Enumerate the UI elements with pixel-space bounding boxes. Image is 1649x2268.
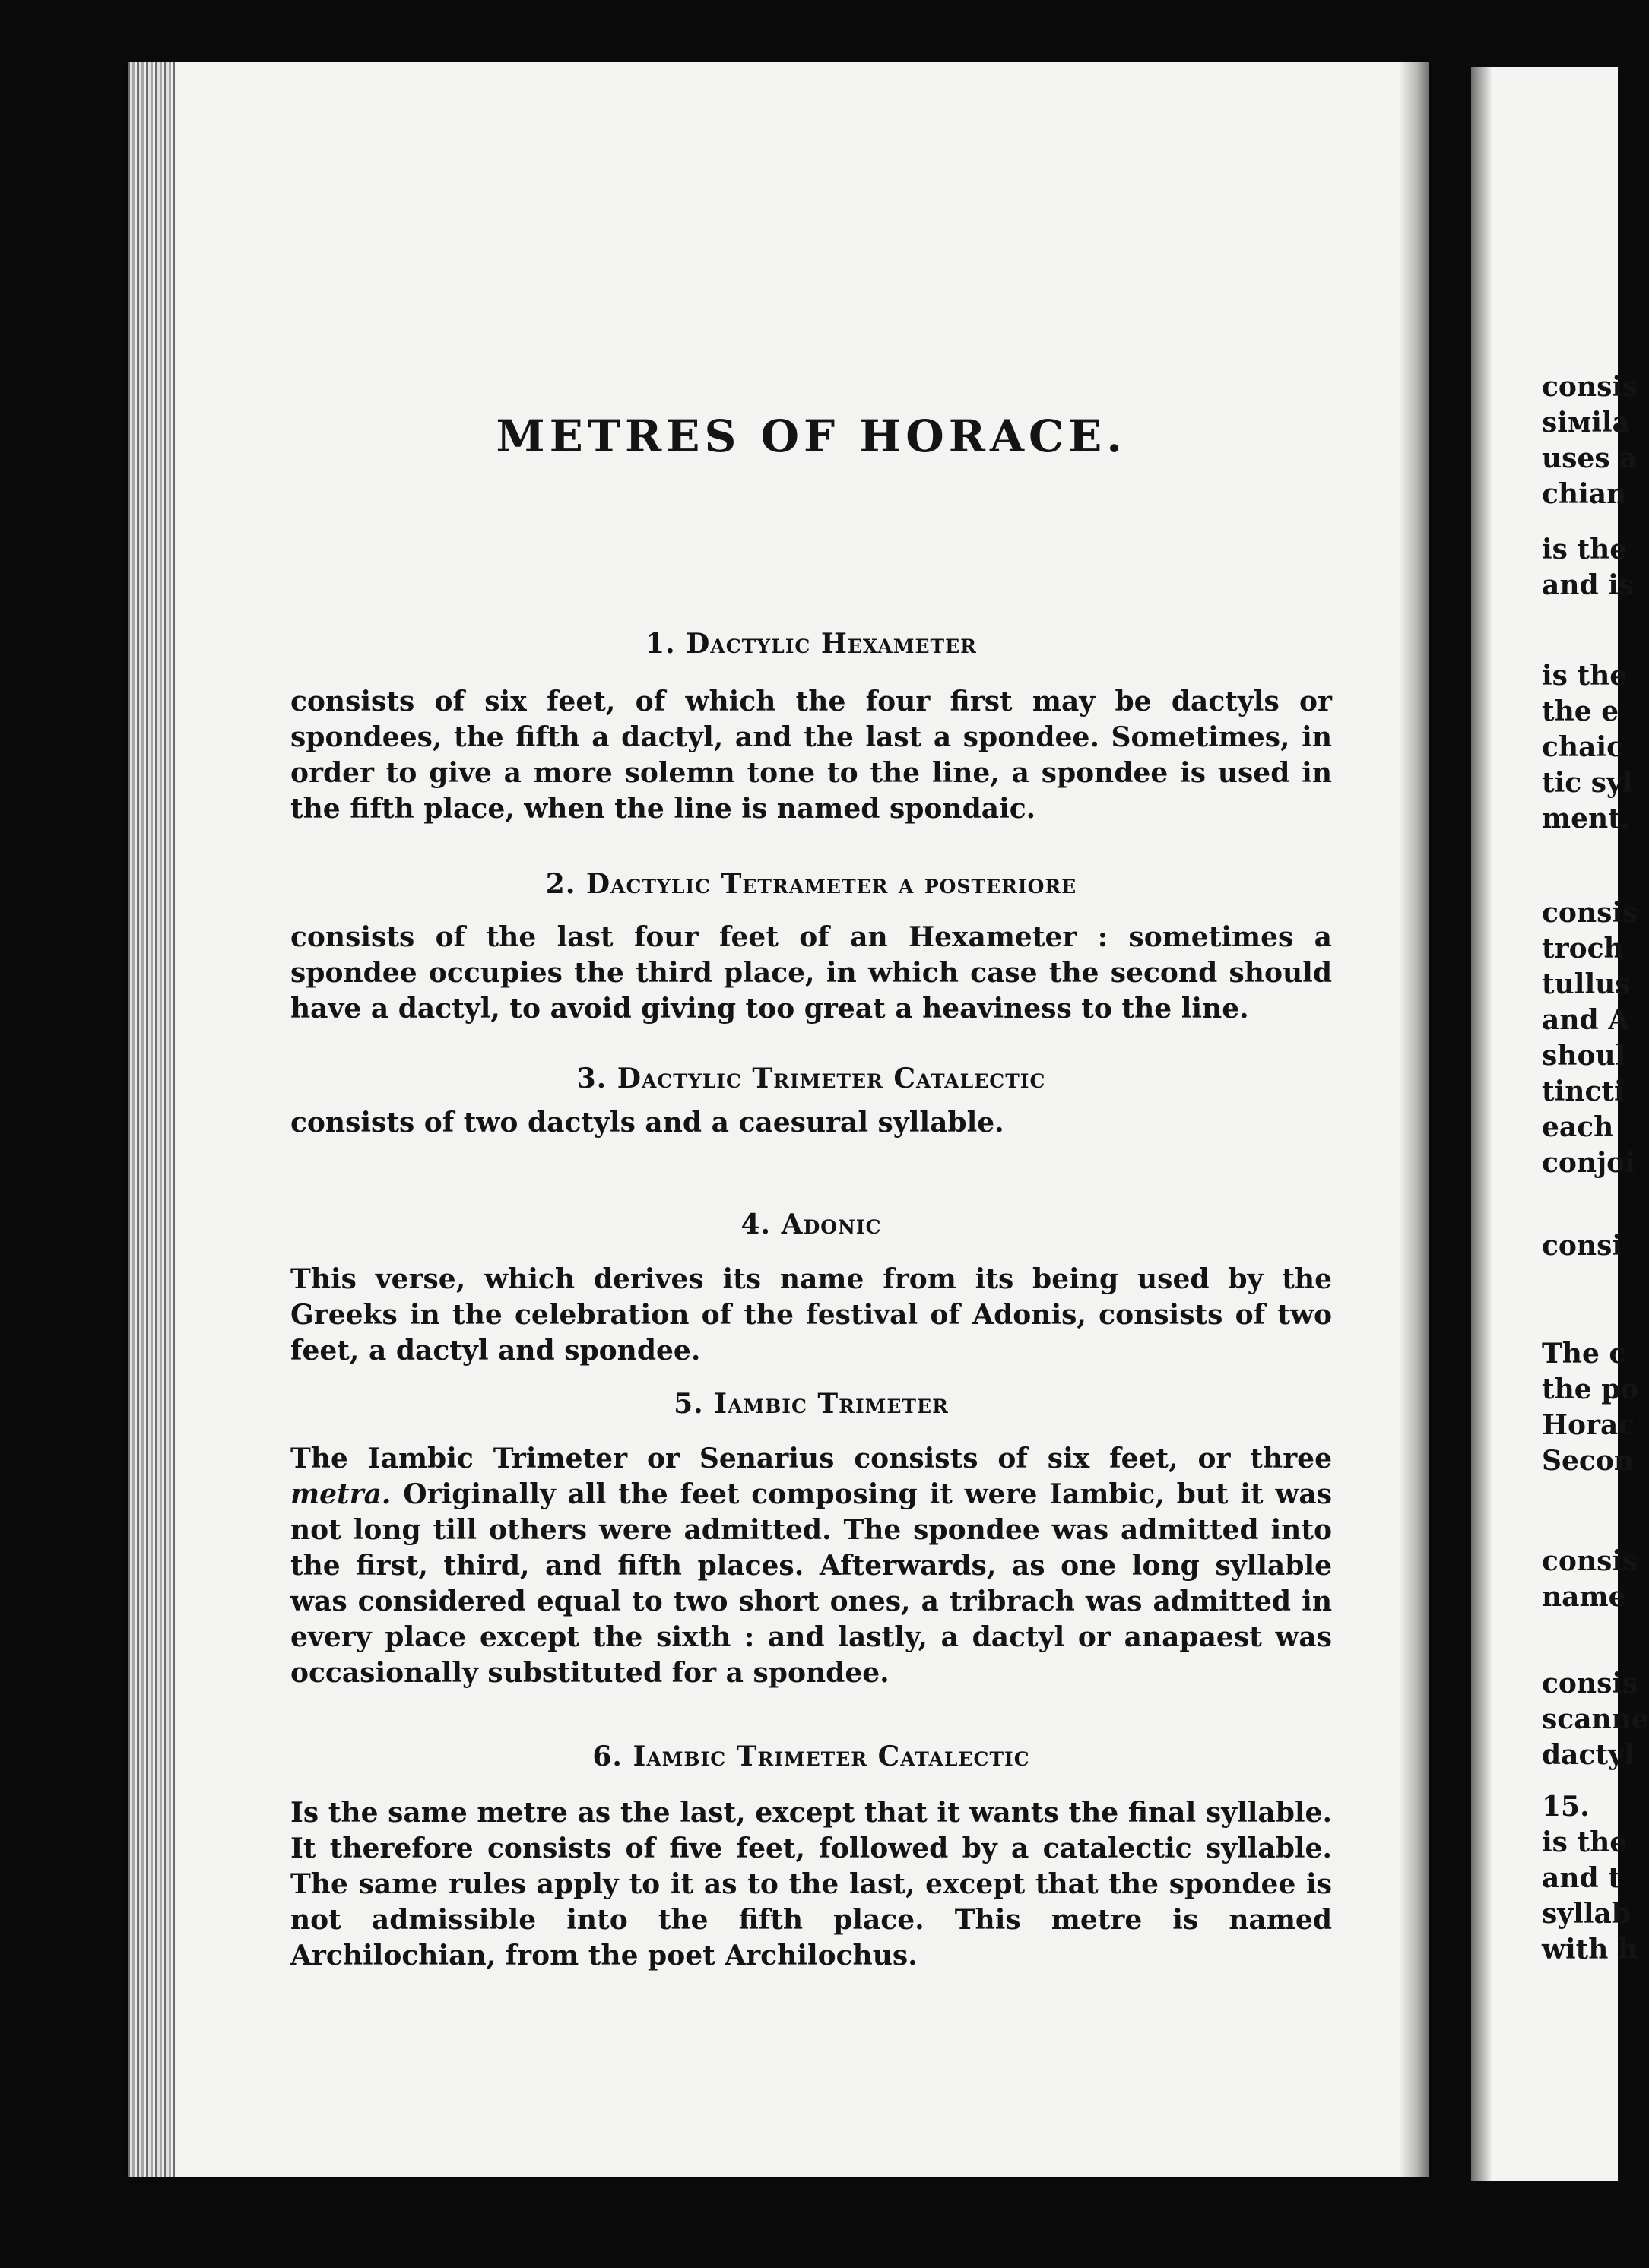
right-page-line: shoul bbox=[1542, 1040, 1626, 1072]
text-part: Originally all the feet composing it were Iambic, but it was not long till others were admitted. The spondee was admitted into the first, third, and fifth places. Afterwards, as one long syllable was considered equal to two short ones, a tribrach was admitted in every place except the sixth : and lastly, a dactyl or anapaest was occasionally substituted for a spondee. bbox=[290, 1478, 1332, 1689]
italic-term: metra. bbox=[290, 1478, 392, 1510]
page-edges bbox=[128, 62, 175, 2177]
right-page-shadow bbox=[1471, 67, 1492, 2181]
right-page-line: troch bbox=[1542, 933, 1624, 965]
right-page-line: Secon bbox=[1542, 1445, 1635, 1477]
section-title: Iambic Trimeter bbox=[714, 1388, 949, 1420]
section-heading-5 bbox=[290, 1388, 1332, 1420]
right-page-line: chian bbox=[1542, 478, 1627, 510]
right-page-line: name bbox=[1542, 1581, 1626, 1613]
section-text-6: Is the same metre as the last, except that it wants the final syllable. It therefore consists of five feet, followed by a catalectic syllable. The same rules apply to it as to the last, except that the spondee is not admissible into the fifth place. This metre is named Archilochian, from the poet Archilochus. bbox=[290, 1797, 1332, 1972]
right-page-line: tincti bbox=[1542, 1075, 1625, 1107]
section-number: 6. bbox=[592, 1741, 623, 1772]
right-page-line: chaic bbox=[1542, 731, 1624, 763]
right-page-line: is the bbox=[1542, 534, 1628, 565]
section-heading-1 bbox=[290, 628, 1332, 660]
section-title: Iambic Trimeter Catalectic bbox=[633, 1741, 1030, 1772]
section-title: Adonic bbox=[781, 1208, 882, 1240]
right-page-line: tic syl bbox=[1542, 767, 1633, 799]
right-page-line: consi bbox=[1542, 1230, 1623, 1262]
section-title: Dactylic Tetrameter a posteriore bbox=[585, 868, 1077, 900]
right-page-line: is the bbox=[1542, 1826, 1628, 1858]
section-heading-3 bbox=[290, 1063, 1332, 1094]
right-page-line: consis bbox=[1542, 1668, 1638, 1699]
right-page-line: Horac bbox=[1542, 1409, 1635, 1441]
section-text-5 bbox=[290, 1441, 1332, 1691]
section-number: 3. bbox=[576, 1063, 607, 1094]
right-page-line: with h bbox=[1542, 1934, 1638, 1965]
right-page-line: tullus bbox=[1542, 968, 1631, 1000]
right-page-line: conjoi bbox=[1542, 1147, 1635, 1179]
section-heading-4 bbox=[290, 1208, 1332, 1240]
right-page-line: uses a bbox=[1542, 442, 1638, 474]
right-page-line: dactyl bbox=[1542, 1739, 1635, 1771]
right-page-line: sімila bbox=[1542, 407, 1630, 439]
section-number: 5. bbox=[674, 1388, 704, 1420]
right-page-line: and A bbox=[1542, 1004, 1630, 1036]
section-text-2: consists of the last four feet of an Hexameter : sometimes a spondee occupies the third place, in which case the second should have a dactyl, to avoid giving too great a heaviness to the line. bbox=[290, 921, 1332, 1025]
section-text-3: consists of two dactyls and a caesural syllable. bbox=[290, 1107, 1004, 1139]
right-page-line: scanne bbox=[1542, 1703, 1649, 1735]
right-page-line: each bbox=[1542, 1111, 1614, 1143]
right-page-line: and is bbox=[1542, 569, 1635, 601]
text-part: The Iambic Trimeter or Senarius consists of six feet, or three bbox=[290, 1443, 1332, 1475]
page-title: METRES OF HORACE. bbox=[496, 410, 1127, 462]
section-text-4: This verse, which derives its name from its being used by the Greeks in the celebration of the festival of Adonis, consists of two feet, a dactyl and spondee. bbox=[290, 1263, 1332, 1367]
right-page-line: the e bbox=[1542, 695, 1619, 727]
page-gutter-shadow bbox=[1399, 62, 1429, 2177]
right-page-line: consis bbox=[1542, 1545, 1638, 1577]
section-number: 2. bbox=[545, 868, 576, 900]
section-number: 4. bbox=[740, 1208, 772, 1240]
section-heading-2 bbox=[290, 868, 1332, 900]
section-text-1: consists of six feet, of which the four first may be dactyls or spondees, the fifth a dactyl, and the last a spondee. Sometimes, in order to give a more solemn tone to the line, a spondee is used in the fifth place, when the line is named spondaic. bbox=[290, 686, 1332, 825]
section-title: Dactylic Trimeter Catalectic bbox=[617, 1063, 1046, 1094]
right-page-line: ment. bbox=[1542, 803, 1631, 835]
right-page-line: and t bbox=[1542, 1862, 1621, 1894]
section-title: Dactylic Hexameter bbox=[686, 628, 977, 660]
right-page-line: The c bbox=[1542, 1338, 1626, 1370]
right-page-line: 15. bbox=[1542, 1791, 1590, 1823]
right-page-line: consis bbox=[1542, 897, 1638, 929]
right-page-line: the po bbox=[1542, 1373, 1639, 1405]
right-page-line: is the bbox=[1542, 660, 1628, 692]
section-number: 1. bbox=[645, 628, 676, 660]
right-page-line: consis bbox=[1542, 371, 1638, 403]
right-page-line: syllab bbox=[1542, 1898, 1632, 1930]
section-heading-6 bbox=[290, 1741, 1332, 1772]
